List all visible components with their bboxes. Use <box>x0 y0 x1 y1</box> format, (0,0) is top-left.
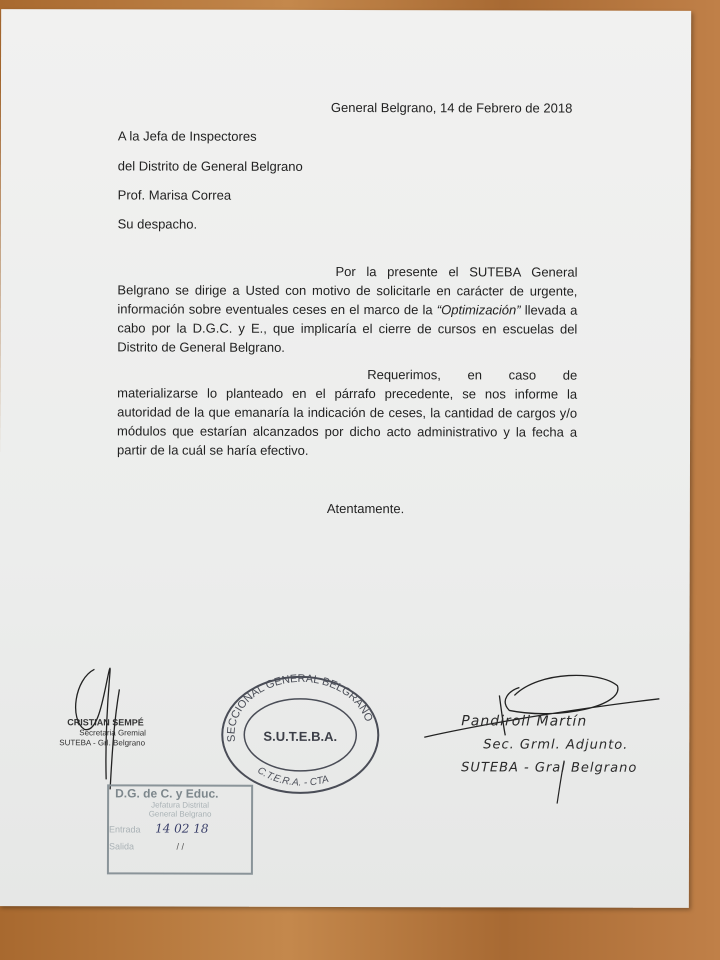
handwritten-name: Pandiroli Martín <box>461 713 588 730</box>
seal-ring-top: SECCIONAL GENERAL BELGRANO <box>225 672 375 743</box>
paragraph-text: llevada a cabo por la D.G.C. y E., que implicaría el cierre de cursos en escuelas del Distrito de General Belgrano. <box>117 302 578 355</box>
seal-center: S.U.T.E.B.A. <box>263 728 338 744</box>
handwritten-org: SUTEBA - Gral Belgrano <box>461 760 638 776</box>
recipient-line: del Distrito de General Belgrano <box>117 158 303 174</box>
paragraph-text: Por la presente el SUTEBA General Belgrano se dirige a Usted con motivo de solicitarle en carácter de urgente, información sobre eventuales ceses en el marco de la <box>117 263 578 318</box>
seal-ring-bottom: C.T.E.R.A. - CTA <box>255 765 330 789</box>
signer-name: CRISTIAN SEMPÉ <box>67 717 144 728</box>
recipient-line: Prof. Marisa Correa <box>117 187 232 203</box>
salida-date: / / <box>176 841 185 852</box>
closing: Atentamente. <box>326 500 405 517</box>
signer-org: SUTEBA - Grl. Belgrano <box>59 738 146 748</box>
letter-page <box>0 9 691 908</box>
paragraph-emphasis: “Optimización” <box>436 302 521 318</box>
recipient-line: A la Jefa de Inspectores <box>117 128 257 144</box>
recipient-line: Su despacho. <box>117 216 198 232</box>
salida-label: Salida <box>108 841 135 852</box>
entrada-label: Entrada <box>109 824 141 835</box>
stamp-line: Jefatura Distrital <box>151 800 209 810</box>
handwritten-signature-left <box>64 649 144 799</box>
signer-role: Secretaria Gremial <box>79 728 146 738</box>
reception-stamp <box>107 784 253 874</box>
entrada-date: 14 02 18 <box>155 821 209 836</box>
stamp-line: General Belgrano <box>148 809 212 819</box>
handwritten-role: Sec. Grml. Adjunto. <box>483 737 629 753</box>
stamp-title: D.G. de C. y Educ. <box>115 786 219 801</box>
paragraph-2 <box>117 364 577 460</box>
suteba-seal <box>217 672 383 798</box>
paragraph-text: Requerimos, en caso de materializarse lo planteado en el párrafo precedente, se nos informe la autoridad de la que emanaría la indicación de ceses, la cantidad de cargos y/o módulos que estarían alcanzados por dicho acto administrativo y la fecha a partir de la cuál se haría efectivo. <box>117 367 578 458</box>
paragraph-1 <box>117 261 577 357</box>
date-line: General Belgrano, 14 de Febrero de 2018 <box>330 99 573 116</box>
